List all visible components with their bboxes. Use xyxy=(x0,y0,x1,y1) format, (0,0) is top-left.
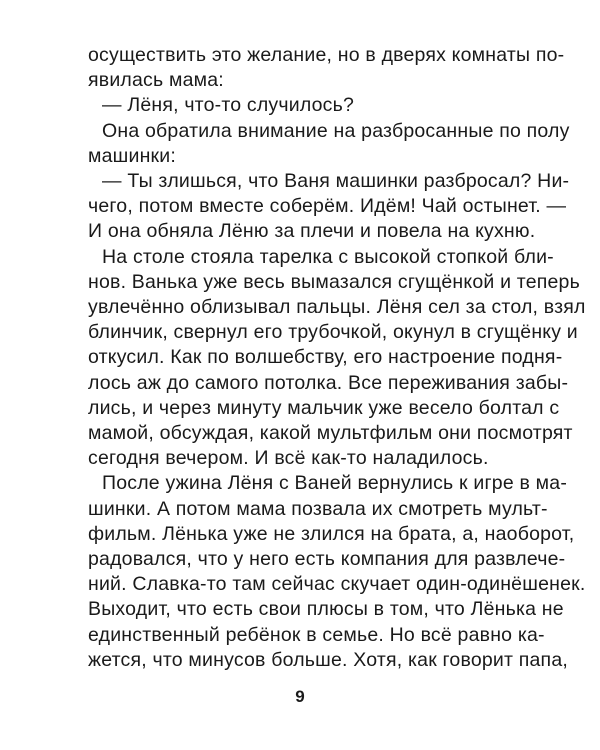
text-line: На столе стояла тарелка с высокой стопкой бли- xyxy=(102,245,554,268)
text-line: Она обратила внимание на разбросанные по полу xyxy=(102,119,570,142)
text-line: чего, потом вместе соберём. Идём! Чай остынет. — xyxy=(88,195,567,218)
text-line: радовался, что у него есть компания для развлече- xyxy=(88,548,566,570)
text-line: — Лёня, что-то случилось? xyxy=(102,94,355,117)
text-line: блинчик, свернул его трубочкой, окунул в сгущёнку и xyxy=(88,321,578,344)
text-line: — Ты злишься, что Ваня машинки разбросал? Ни- xyxy=(102,170,570,192)
text-line: единственный ребёнок в семье. Но всё равно ка- xyxy=(88,623,545,646)
page-number: 9 xyxy=(295,687,305,706)
text-line: увлечённо облизывал пальцы. Лёня сел за стол, взял xyxy=(88,296,586,318)
text-line: лось аж до самого потолка. Все переживания забы- xyxy=(88,371,569,394)
text-line: жется, что минусов больше. Хотя, как говорит папа, xyxy=(88,648,568,671)
text-line: мамой, обсуждая, какой мультфильм они посмотрят xyxy=(88,422,573,444)
text-line: После ужина Лёня с Ваней вернулись к игре в ма- xyxy=(102,472,568,495)
text-line: откусил. Как по волшебству, его настроение подня- xyxy=(88,346,563,369)
text-line: явилась мама: xyxy=(88,69,224,92)
text-line: осуществить это желание, но в дверях комнаты по- xyxy=(88,44,565,66)
text-line: нов. Ванька уже весь вымазался сгущёнкой и теперь xyxy=(88,270,580,293)
text-line: сегодня вечером. И всё как-то наладилось. xyxy=(88,447,489,470)
text-line: машинки: xyxy=(88,144,176,167)
text-line: фильм. Лёнька уже не злился на брата, а, наоборот, xyxy=(88,522,575,545)
text-line: И она обняла Лёню за плечи и повела на кухню. xyxy=(88,220,536,243)
text-line: лись, и через минуту мальчик уже весело болтал с xyxy=(88,396,560,419)
text-line: Выходит, что есть свои плюсы в том, что Лёнька не xyxy=(88,598,564,621)
text-line: шинки. А потом мама позвала их смотреть мульт- xyxy=(88,497,548,520)
text-line: ний. Славка-то там сейчас скучает один-одинёшенек. xyxy=(88,573,586,596)
